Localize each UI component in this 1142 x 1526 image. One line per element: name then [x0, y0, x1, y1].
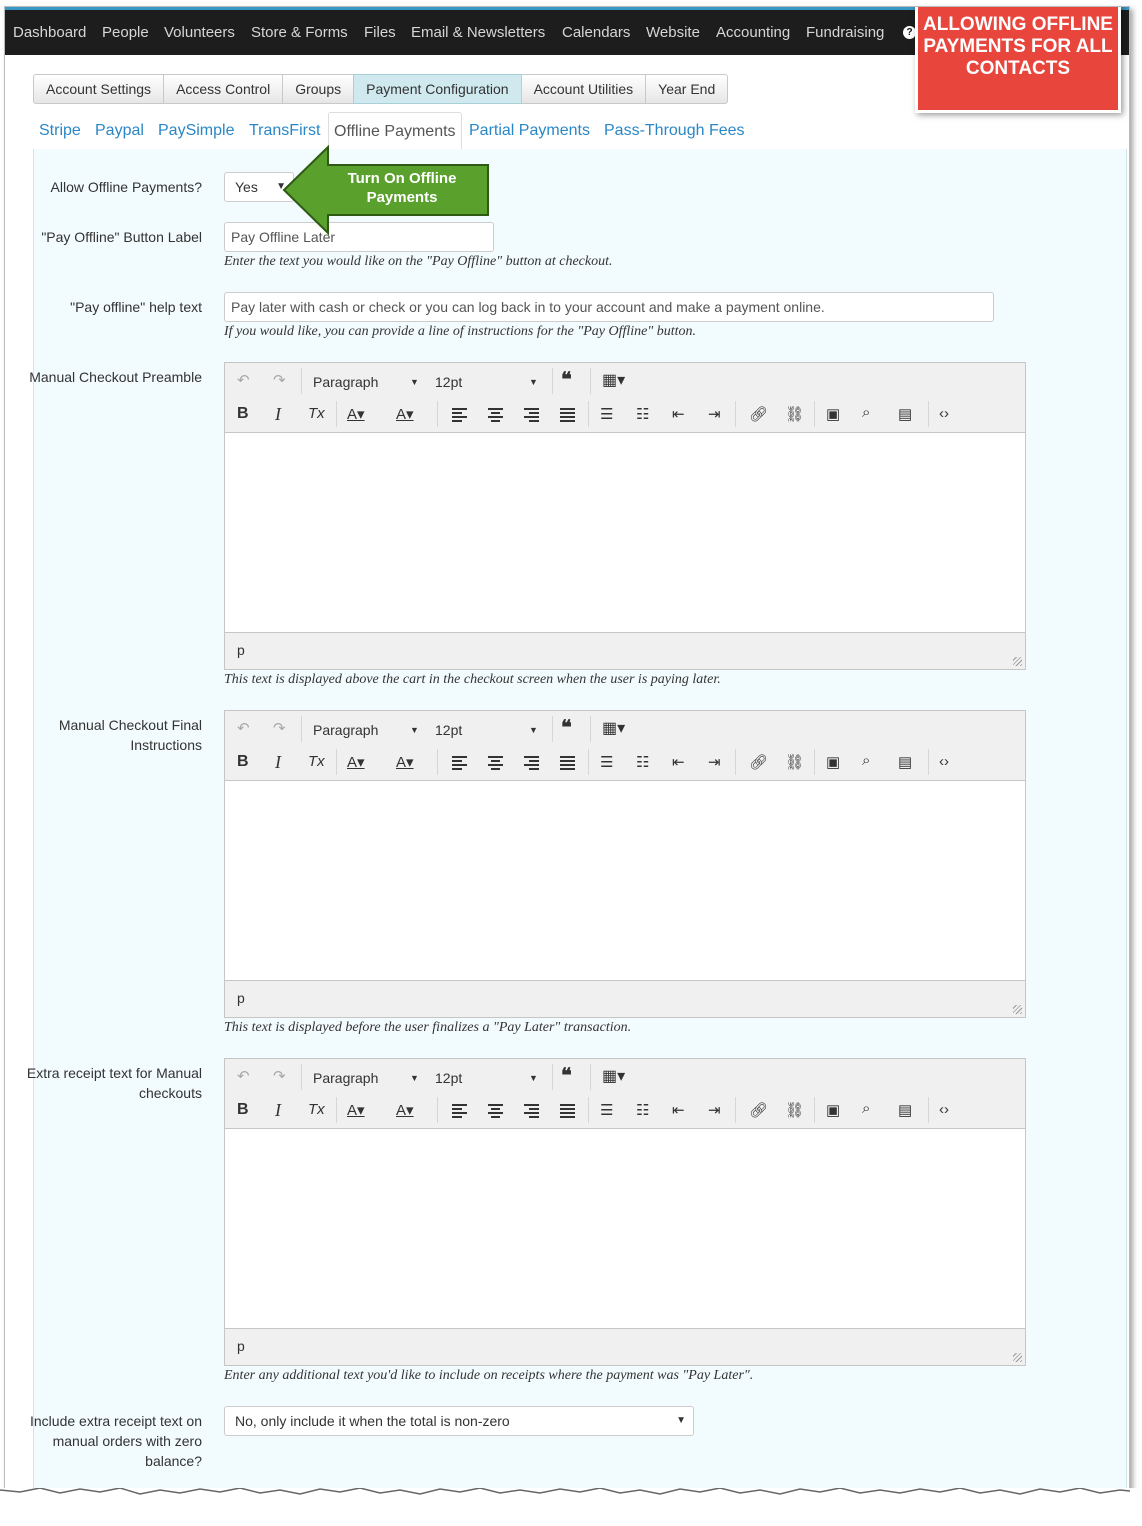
- clear-formatting-icon[interactable]: Tx: [308, 753, 325, 770]
- align-center-icon[interactable]: [488, 756, 503, 773]
- element-path: p: [237, 642, 245, 658]
- video-icon[interactable]: ▤: [898, 754, 913, 771]
- toolbar-separator: [301, 716, 302, 742]
- undo-icon[interactable]: ↶: [237, 372, 250, 389]
- toolbar-separator: [437, 749, 438, 775]
- source-code-icon[interactable]: ‹›: [939, 405, 949, 422]
- toolbar-separator: [437, 401, 438, 427]
- element-path: p: [237, 990, 245, 1006]
- toolbar-separator: [928, 1097, 929, 1123]
- final-instructions-editor: [224, 710, 1026, 1018]
- offline-payments-panel: [26, 149, 1127, 1495]
- chevron-down-icon: ▼: [410, 1073, 419, 1083]
- toolbar-separator: [588, 401, 589, 427]
- chevron-down-icon: ▼: [529, 1073, 538, 1083]
- align-justify-icon[interactable]: [560, 408, 575, 425]
- unlink-icon[interactable]: ⛓: [785, 1102, 805, 1119]
- font-size-dropdown[interactable]: [435, 722, 543, 738]
- block-format-dropdown[interactable]: [313, 374, 423, 390]
- tab-offline-payments[interactable]: Offline Payments: [328, 112, 462, 152]
- help-icon[interactable]: ?: [903, 26, 916, 39]
- resize-handle[interactable]: [1013, 1005, 1022, 1014]
- annotation-banner: ALLOWING OFFLINE PAYMENTS FOR ALL CONTACTS: [915, 6, 1121, 113]
- toolbar-separator: [814, 401, 815, 427]
- extra-receipt-label: Extra receipt text for Manual checkouts: [26, 1065, 202, 1101]
- clear-formatting-icon[interactable]: Tx: [308, 405, 325, 422]
- align-left-icon[interactable]: [452, 1104, 467, 1121]
- zero-balance-select[interactable]: [224, 1406, 694, 1436]
- block-format-value: Paragraph: [313, 374, 379, 390]
- zero-balance-value: No, only include it when the total is non-zero: [235, 1413, 510, 1429]
- link-icon[interactable]: 🔗︎: [749, 754, 769, 771]
- italic-icon[interactable]: I: [275, 1100, 281, 1120]
- nav-email-newsletters[interactable]: Email & Newsletters: [411, 24, 546, 41]
- numbered-list-icon[interactable]: ☷: [636, 406, 650, 423]
- nav-volunteers[interactable]: Volunteers: [164, 24, 235, 41]
- indent-icon[interactable]: ⇥: [708, 754, 721, 771]
- tab-stripe[interactable]: Stripe: [39, 122, 81, 139]
- link-icon[interactable]: 🔗︎: [749, 406, 769, 423]
- preamble-help: This text is displayed above the cart in the checkout screen when the user is paying later.: [224, 672, 721, 687]
- tab-year-end[interactable]: Year End: [645, 74, 728, 104]
- font-size-value: 12pt: [435, 374, 463, 390]
- nav-fundraising[interactable]: Fundraising: [806, 24, 885, 41]
- outdent-icon[interactable]: ⇤: [672, 1102, 685, 1119]
- align-justify-icon[interactable]: [560, 1104, 575, 1121]
- help-text-input[interactable]: Pay later with cash or check or you can log back in to your account and make a payment online.: [224, 292, 994, 322]
- toolbar-separator: [552, 368, 553, 394]
- toolbar-separator: [588, 749, 589, 775]
- bold-icon[interactable]: B: [237, 753, 249, 770]
- nav-dashboard[interactable]: Dashboard: [13, 24, 87, 41]
- toolbar-separator: [814, 749, 815, 775]
- indent-icon[interactable]: ⇥: [708, 1102, 721, 1119]
- torn-edge: [0, 1488, 1142, 1523]
- media-browser-icon[interactable]: ⌕: [862, 404, 871, 421]
- blockquote-icon[interactable]: ❝: [561, 717, 572, 739]
- tab-account-utilities[interactable]: Account Utilities: [521, 74, 647, 104]
- toolbar-separator: [590, 716, 591, 742]
- numbered-list-icon[interactable]: ☷: [636, 1102, 650, 1119]
- app-window: [4, 6, 1130, 1506]
- redo-icon[interactable]: ↷: [273, 720, 286, 737]
- extra-receipt-editor: [224, 1058, 1026, 1366]
- tab-account-settings[interactable]: Account Settings: [33, 74, 164, 104]
- align-justify-icon[interactable]: [560, 756, 575, 773]
- tab-partial-payments[interactable]: Partial Payments: [469, 122, 590, 139]
- torn-edge-shape: [0, 1488, 1142, 1523]
- chevron-down-icon: ▼: [529, 377, 538, 387]
- blockquote-icon[interactable]: ❝: [561, 1065, 572, 1087]
- block-format-value: Paragraph: [313, 1070, 379, 1086]
- table-icon[interactable]: ▦▾: [602, 372, 626, 389]
- help-text-help: If you would like, you can provide a line of instructions for the "Pay Offline" button.: [224, 324, 697, 339]
- tab-paysimple[interactable]: PaySimple: [158, 122, 235, 139]
- toolbar-separator: [814, 1097, 815, 1123]
- button-label-label: "Pay Offline" Button Label: [41, 229, 202, 245]
- bold-icon[interactable]: B: [237, 405, 249, 422]
- tab-pass-through-fees[interactable]: Pass-Through Fees: [604, 122, 745, 139]
- editor-toolbar: [225, 1059, 1025, 1129]
- allow-offline-label: Allow Offline Payments?: [50, 179, 202, 195]
- background-color-icon[interactable]: A▾: [396, 754, 414, 771]
- toolbar-separator: [301, 368, 302, 394]
- annotation-arrow: [282, 145, 492, 238]
- italic-icon[interactable]: I: [275, 404, 281, 424]
- nav-website[interactable]: Website: [646, 24, 700, 41]
- toolbar-separator: [735, 401, 736, 427]
- align-center-icon[interactable]: [488, 1104, 503, 1121]
- image-icon[interactable]: ▣: [826, 1102, 841, 1119]
- link-icon[interactable]: 🔗︎: [749, 1102, 769, 1119]
- toolbar-separator: [590, 1064, 591, 1090]
- nav-calendars[interactable]: Calendars: [562, 24, 631, 41]
- preamble-editor-content[interactable]: [225, 433, 1025, 633]
- nav-people[interactable]: People: [102, 24, 149, 41]
- extra-receipt-help: Enter any additional text you'd like to include on receipts where the payment was "Pay Later".: [224, 1368, 754, 1383]
- image-icon[interactable]: ▣: [826, 406, 841, 423]
- block-format-dropdown[interactable]: [313, 722, 423, 738]
- media-browser-icon[interactable]: ⌕: [862, 752, 871, 769]
- chevron-down-icon: ▼: [676, 1415, 686, 1426]
- table-icon[interactable]: ▦▾: [602, 720, 626, 737]
- chevron-down-icon: ▼: [410, 377, 419, 387]
- tab-paypal[interactable]: Paypal: [95, 122, 144, 139]
- background-color-icon[interactable]: A▾: [396, 1102, 414, 1119]
- tab-payment-configuration[interactable]: Payment Configuration: [353, 74, 521, 104]
- block-format-dropdown[interactable]: [313, 1070, 423, 1086]
- italic-icon[interactable]: I: [275, 752, 281, 772]
- toolbar-separator: [735, 749, 736, 775]
- font-size-value: 12pt: [435, 722, 463, 738]
- toolbar-separator: [336, 749, 337, 775]
- toolbar-separator: [336, 1097, 337, 1123]
- undo-icon[interactable]: ↶: [237, 720, 250, 737]
- tab-transfirst[interactable]: TransFirst: [249, 122, 321, 139]
- redo-icon[interactable]: ↷: [273, 1068, 286, 1085]
- toolbar-separator: [336, 401, 337, 427]
- font-size-value: 12pt: [435, 1070, 463, 1086]
- undo-icon[interactable]: ↶: [237, 1068, 250, 1085]
- toolbar-separator: [928, 749, 929, 775]
- bold-icon[interactable]: B: [237, 1101, 249, 1118]
- tab-access-control[interactable]: Access Control: [163, 74, 283, 104]
- table-icon[interactable]: ▦▾: [602, 1068, 626, 1085]
- text-color-icon[interactable]: A▾: [347, 1102, 365, 1119]
- bullet-list-icon[interactable]: ☰: [600, 1102, 614, 1119]
- font-size-dropdown[interactable]: [435, 1070, 543, 1086]
- nav-accounting[interactable]: Accounting: [716, 24, 791, 41]
- video-icon[interactable]: ▤: [898, 1102, 913, 1119]
- toolbar-separator: [590, 368, 591, 394]
- preamble-label: Manual Checkout Preamble: [29, 369, 202, 385]
- unlink-icon[interactable]: ⛓: [785, 406, 805, 423]
- outdent-icon[interactable]: ⇤: [672, 754, 685, 771]
- nav-files[interactable]: Files: [364, 24, 396, 41]
- chevron-down-icon: ▼: [529, 725, 538, 735]
- resize-handle[interactable]: [1013, 1353, 1022, 1362]
- help-text-label: "Pay offline" help text: [70, 299, 202, 315]
- background-color-icon[interactable]: A▾: [396, 406, 414, 423]
- zero-balance-label: Include extra receipt text on manual orders with zero balance?: [30, 1413, 202, 1469]
- outdent-icon[interactable]: ⇤: [672, 406, 685, 423]
- align-right-icon[interactable]: [524, 756, 539, 773]
- final-instructions-help: This text is displayed before the user finalizes a "Pay Later" transaction.: [224, 1020, 632, 1035]
- bullet-list-icon[interactable]: ☰: [600, 754, 614, 771]
- chevron-down-icon: ▼: [276, 181, 286, 192]
- element-path: p: [237, 1338, 245, 1354]
- blockquote-icon[interactable]: ❝: [561, 369, 572, 391]
- toolbar-separator: [735, 1097, 736, 1123]
- resize-handle[interactable]: [1013, 657, 1022, 666]
- source-code-icon[interactable]: ‹›: [939, 753, 949, 770]
- video-icon[interactable]: ▤: [898, 406, 913, 423]
- bullet-list-icon[interactable]: ☰: [600, 406, 614, 423]
- clear-formatting-icon[interactable]: Tx: [308, 1101, 325, 1118]
- button-label-help: Enter the text you would like on the "Pay Offline" button at checkout.: [224, 254, 613, 269]
- settings-tabs: [33, 74, 728, 104]
- indent-icon[interactable]: ⇥: [708, 406, 721, 423]
- redo-icon[interactable]: ↷: [273, 372, 286, 389]
- nav-store-forms[interactable]: Store & Forms: [251, 24, 348, 41]
- toolbar-separator: [928, 401, 929, 427]
- payment-tabs: [33, 112, 1127, 150]
- final-instructions-editor-content[interactable]: [225, 781, 1025, 981]
- editor-statusbar: [225, 632, 1025, 669]
- annotation-arrow-text: Turn On Offline Payments: [347, 170, 457, 206]
- tab-groups[interactable]: Groups: [282, 74, 354, 104]
- block-format-value: Paragraph: [313, 722, 379, 738]
- text-color-icon[interactable]: A▾: [347, 406, 365, 423]
- align-left-icon[interactable]: [452, 408, 467, 425]
- text-color-icon[interactable]: A▾: [347, 754, 365, 771]
- toolbar-separator: [588, 1097, 589, 1123]
- align-right-icon[interactable]: [524, 408, 539, 425]
- image-icon[interactable]: ▣: [826, 754, 841, 771]
- align-center-icon[interactable]: [488, 408, 503, 425]
- toolbar-separator: [437, 1097, 438, 1123]
- media-browser-icon[interactable]: ⌕: [862, 1100, 871, 1117]
- font-size-dropdown[interactable]: [435, 374, 543, 390]
- editor-toolbar: [225, 711, 1025, 781]
- numbered-list-icon[interactable]: ☷: [636, 754, 650, 771]
- toolbar-separator: [301, 1064, 302, 1090]
- final-instructions-label: Manual Checkout Final Instructions: [58, 717, 202, 753]
- source-code-icon[interactable]: ‹›: [939, 1101, 949, 1118]
- editor-toolbar: [225, 363, 1025, 433]
- editor-statusbar: [225, 980, 1025, 1017]
- chevron-down-icon: ▼: [410, 725, 419, 735]
- extra-receipt-editor-content[interactable]: [225, 1129, 1025, 1329]
- button-label-input[interactable]: Pay Offline Later: [224, 222, 494, 252]
- toolbar-separator: [552, 1064, 553, 1090]
- preamble-editor: [224, 362, 1026, 670]
- unlink-icon[interactable]: ⛓: [785, 754, 805, 771]
- align-right-icon[interactable]: [524, 1104, 539, 1121]
- editor-statusbar: [225, 1328, 1025, 1365]
- allow-offline-value: Yes: [235, 179, 258, 195]
- align-left-icon[interactable]: [452, 756, 467, 773]
- toolbar-separator: [552, 716, 553, 742]
